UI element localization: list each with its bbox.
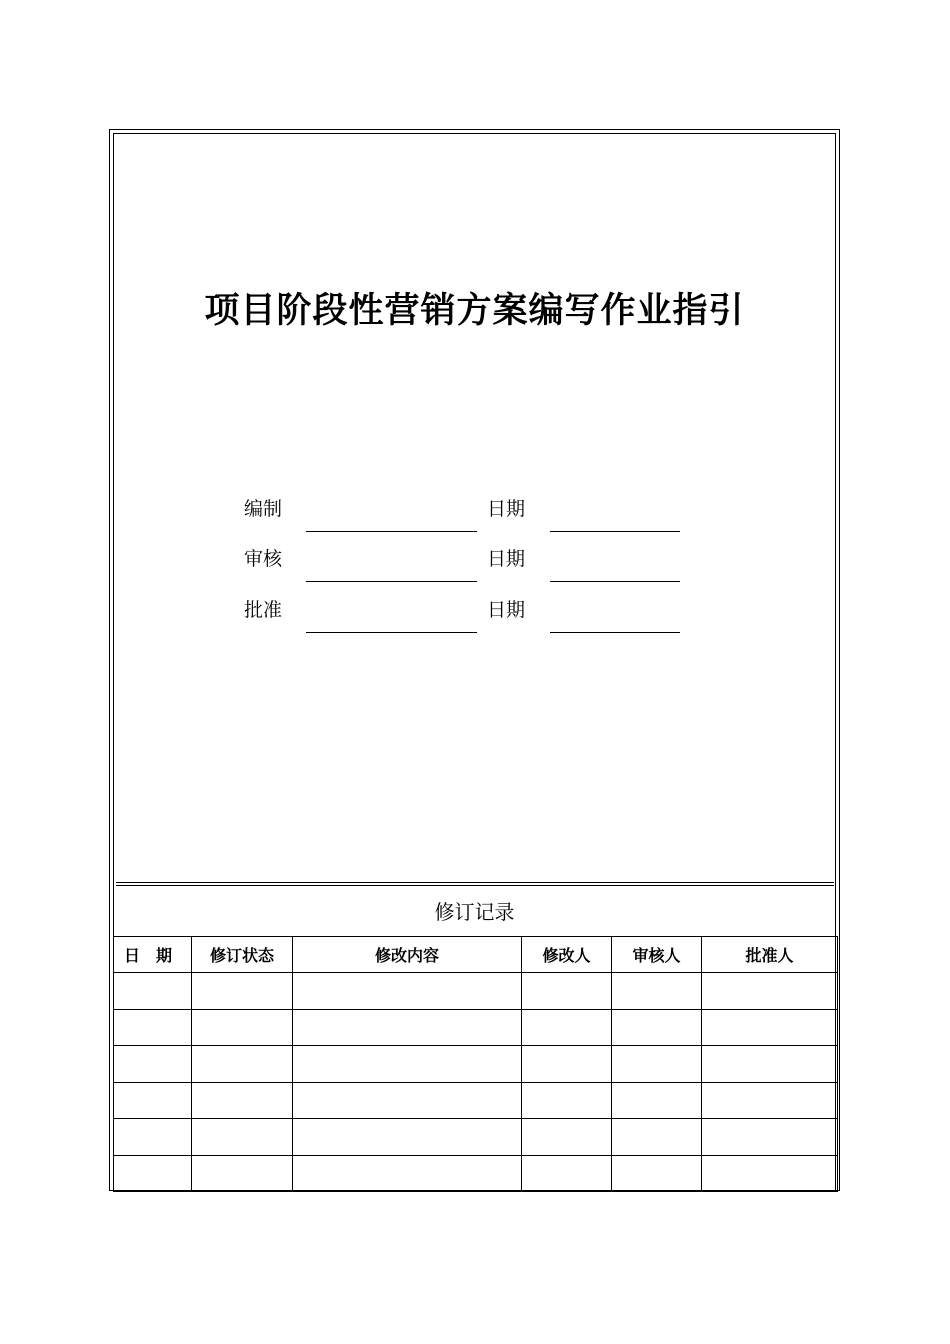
table-cell[interactable]: [114, 1119, 192, 1156]
signoff-row-approved: [0, 596, 950, 636]
table-cell[interactable]: [522, 1155, 612, 1192]
table-cell[interactable]: [702, 1082, 838, 1119]
table-cell[interactable]: [702, 1119, 838, 1156]
signoff-role-label: 编制: [244, 498, 283, 520]
table-row: [114, 1009, 838, 1046]
table-cell[interactable]: [702, 1009, 838, 1046]
signature-line[interactable]: [306, 531, 477, 532]
table-cell[interactable]: [192, 1046, 293, 1083]
table-cell[interactable]: [612, 1155, 702, 1192]
page-bottom-border: [109, 1190, 840, 1191]
revision-table: [113, 936, 838, 1192]
table-cell[interactable]: [612, 1046, 702, 1083]
section-divider: [116, 885, 834, 886]
column-header-reviewer: 审核人: [612, 937, 702, 973]
table-cell[interactable]: [702, 1155, 838, 1192]
column-header-approver: 批准人: [702, 937, 838, 973]
table-header-row: [114, 937, 838, 973]
table-row: [114, 973, 838, 1010]
table-cell[interactable]: [702, 973, 838, 1010]
table-cell[interactable]: [612, 1119, 702, 1156]
signoff-date-label: 日期: [487, 548, 526, 570]
table-cell[interactable]: [114, 1082, 192, 1119]
table-cell[interactable]: [293, 1082, 522, 1119]
date-line[interactable]: [550, 632, 680, 633]
table-cell[interactable]: [612, 1009, 702, 1046]
column-header-content: 修改内容: [293, 937, 522, 973]
table-cell[interactable]: [293, 1119, 522, 1156]
table-cell[interactable]: [114, 973, 192, 1010]
column-header-status: 修订状态: [192, 937, 293, 973]
table-cell[interactable]: [522, 1082, 612, 1119]
table-cell[interactable]: [522, 1119, 612, 1156]
table-cell[interactable]: [192, 1009, 293, 1046]
revision-heading: 修订记录: [434, 900, 515, 924]
table-cell[interactable]: [192, 1119, 293, 1156]
document-title: 项目阶段性营销方案编写作业指引: [204, 290, 745, 331]
table-cell[interactable]: [522, 1046, 612, 1083]
table-cell[interactable]: [114, 1046, 192, 1083]
column-header-date: 日 期: [114, 937, 192, 973]
table-cell[interactable]: [192, 973, 293, 1010]
table-row: [114, 1046, 838, 1083]
table-cell[interactable]: [114, 1155, 192, 1192]
signature-line[interactable]: [306, 581, 477, 582]
column-header-modifier: 修改人: [522, 937, 612, 973]
table-cell[interactable]: [522, 1009, 612, 1046]
table-row: [114, 1155, 838, 1192]
table-cell[interactable]: [612, 1082, 702, 1119]
table-cell[interactable]: [293, 1046, 522, 1083]
table-cell[interactable]: [114, 1009, 192, 1046]
signoff-role-label: 审核: [244, 548, 283, 570]
section-divider: [116, 882, 834, 883]
table-row: [114, 1082, 838, 1119]
table-cell[interactable]: [293, 973, 522, 1010]
table-cell[interactable]: [192, 1155, 293, 1192]
table-row: [114, 1119, 838, 1156]
signature-line[interactable]: [306, 632, 477, 633]
signoff-row-reviewed: [0, 545, 950, 585]
signoff-date-label: 日期: [487, 599, 526, 621]
signoff-date-label: 日期: [487, 498, 526, 520]
table-cell[interactable]: [293, 1155, 522, 1192]
table-cell[interactable]: [522, 973, 612, 1010]
signoff-role-label: 批准: [244, 599, 283, 621]
table-cell[interactable]: [192, 1082, 293, 1119]
signoff-row-prepared: [0, 495, 950, 535]
table-cell[interactable]: [612, 973, 702, 1010]
date-line[interactable]: [550, 581, 680, 582]
date-line[interactable]: [550, 531, 680, 532]
table-cell[interactable]: [702, 1046, 838, 1083]
table-cell[interactable]: [293, 1009, 522, 1046]
